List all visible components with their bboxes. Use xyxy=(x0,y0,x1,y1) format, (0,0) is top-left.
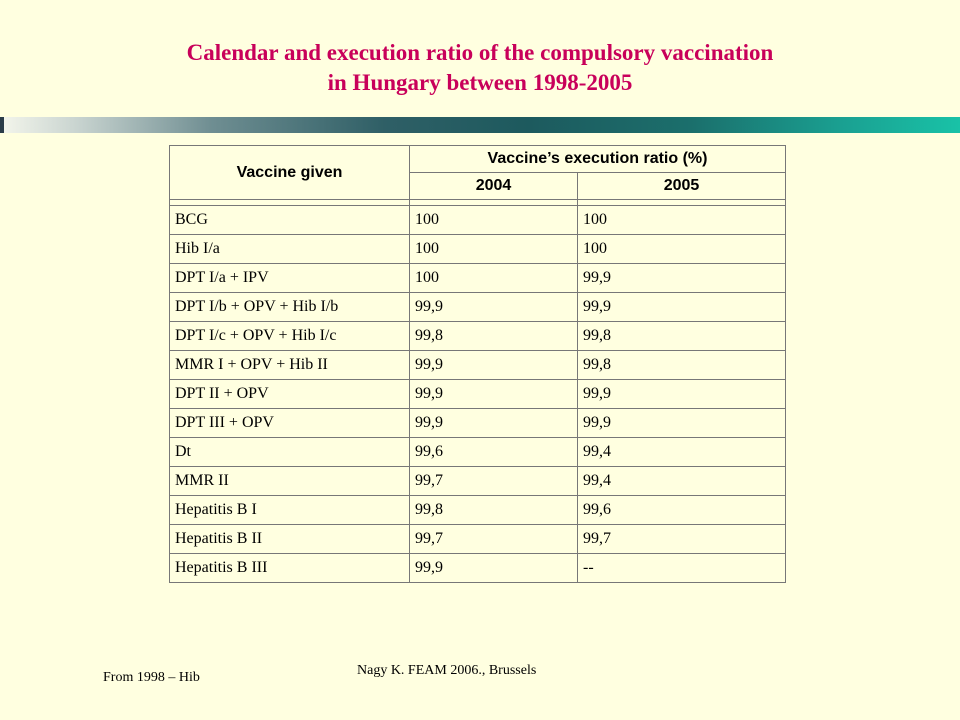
cell-2004: 99,9 xyxy=(410,293,578,322)
cell-vaccine: DPT II + OPV xyxy=(170,380,410,409)
table-row xyxy=(170,235,786,264)
cell-vaccine: DPT I/a + IPV xyxy=(170,264,410,293)
table-row xyxy=(170,496,786,525)
cell-vaccine: MMR II xyxy=(170,467,410,496)
cell-2005: 100 xyxy=(578,235,786,264)
table-row xyxy=(170,206,786,235)
footnote-hib: From 1998 – Hib xyxy=(103,670,200,685)
cell-vaccine: BCG xyxy=(170,206,410,235)
cell-vaccine: Hepatitis B III xyxy=(170,554,410,583)
header-year-2004: 2004 xyxy=(410,173,578,200)
cell-vaccine: Dt xyxy=(170,438,410,467)
cell-2005: 99,9 xyxy=(578,409,786,438)
table-row xyxy=(170,438,786,467)
table-row xyxy=(170,351,786,380)
cell-2004: 99,7 xyxy=(410,467,578,496)
source-citation: Nagy K. FEAM 2006., Brussels xyxy=(357,663,537,678)
cell-vaccine: DPT I/c + OPV + Hib I/c xyxy=(170,322,410,351)
table-row xyxy=(170,467,786,496)
cell-2005: 99,8 xyxy=(578,351,786,380)
table-row xyxy=(170,380,786,409)
cell-2004: 100 xyxy=(410,264,578,293)
cell-2004: 99,9 xyxy=(410,380,578,409)
cell-2004: 99,8 xyxy=(410,496,578,525)
cell-vaccine: DPT I/b + OPV + Hib I/b xyxy=(170,293,410,322)
cell-2004: 100 xyxy=(410,206,578,235)
cell-2005: 99,6 xyxy=(578,496,786,525)
cell-2004: 100 xyxy=(410,235,578,264)
cell-2005: 99,7 xyxy=(578,525,786,554)
table-row xyxy=(170,525,786,554)
cell-2004: 99,7 xyxy=(410,525,578,554)
title-line-1: Calendar and execution ratio of the compulsory vaccination xyxy=(186,40,774,65)
cell-vaccine: Hib I/a xyxy=(170,235,410,264)
table-row xyxy=(170,322,786,351)
slide-title xyxy=(0,38,960,98)
cell-2004: 99,9 xyxy=(410,351,578,380)
cell-2005: 99,9 xyxy=(578,380,786,409)
cell-2005: -- xyxy=(578,554,786,583)
cell-2004: 99,9 xyxy=(410,554,578,583)
cell-2005: 99,8 xyxy=(578,322,786,351)
header-vaccine-given: Vaccine given xyxy=(170,146,410,200)
cell-vaccine: MMR I + OPV + Hib II xyxy=(170,351,410,380)
cell-2004: 99,8 xyxy=(410,322,578,351)
table-row xyxy=(170,554,786,583)
cell-vaccine: Hepatitis B I xyxy=(170,496,410,525)
table-row xyxy=(170,409,786,438)
cell-2005: 100 xyxy=(578,206,786,235)
header-year-2005: 2005 xyxy=(578,173,786,200)
table-row xyxy=(170,293,786,322)
header-execution-ratio: Vaccine’s execution ratio (%) xyxy=(410,146,786,173)
cell-2005: 99,9 xyxy=(578,264,786,293)
vaccination-table xyxy=(169,145,786,583)
title-line-2: in Hungary between 1998-2005 xyxy=(327,70,633,95)
cell-vaccine: Hepatitis B II xyxy=(170,525,410,554)
table-body xyxy=(170,200,786,583)
cell-2005: 99,9 xyxy=(578,293,786,322)
cell-2005: 99,4 xyxy=(578,438,786,467)
table-row xyxy=(170,264,786,293)
cell-2004: 99,6 xyxy=(410,438,578,467)
cell-2004: 99,9 xyxy=(410,409,578,438)
cell-vaccine: DPT III + OPV xyxy=(170,409,410,438)
title-divider-bar xyxy=(0,117,960,133)
cell-2005: 99,4 xyxy=(578,467,786,496)
